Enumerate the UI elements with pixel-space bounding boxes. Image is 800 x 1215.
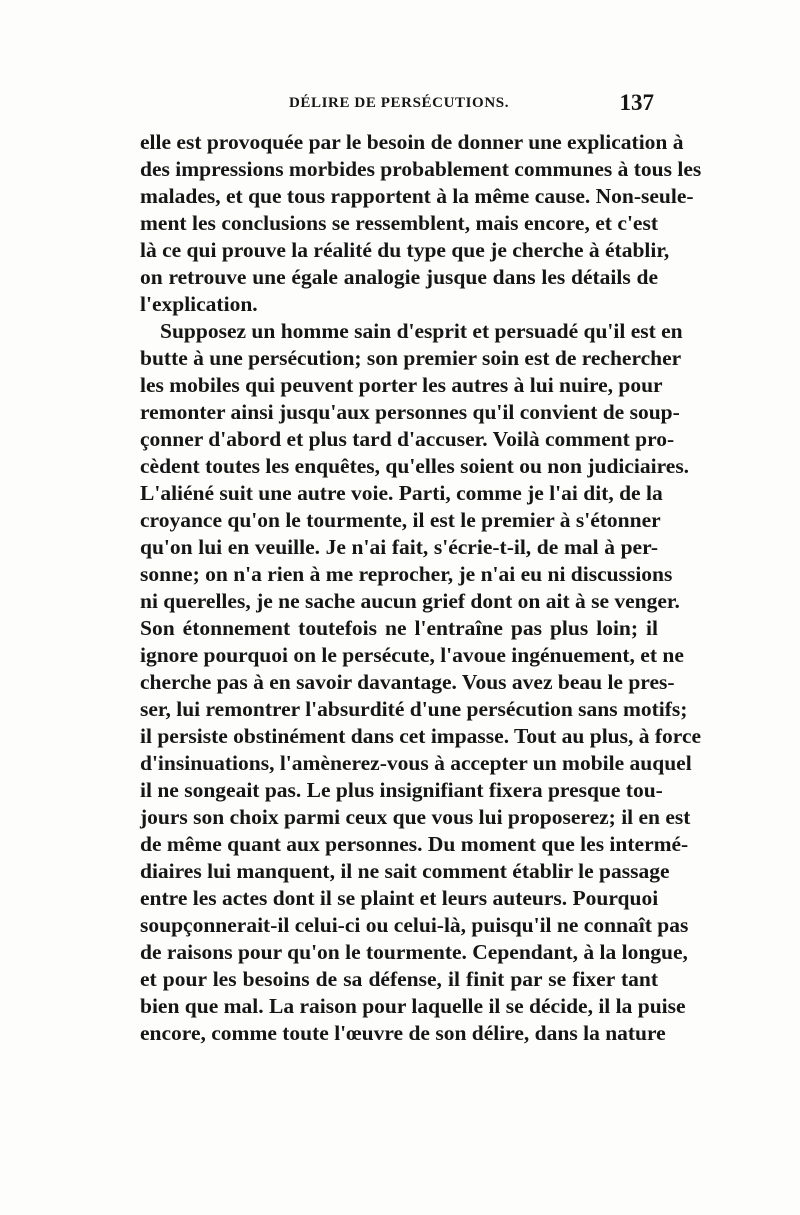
- text-line: elle est provoquée par le besoin de donner une explication à: [140, 130, 684, 154]
- page-number: 137: [619, 90, 654, 115]
- text-line: encore, comme toute l'œuvre de son délire, dans la nature: [140, 1021, 666, 1045]
- text-line: cèdent toutes les enquêtes, qu'elles soient ou non judiciaires.: [140, 454, 690, 478]
- text-line: de même quant aux personnes. Du moment que les intermé-: [140, 832, 689, 856]
- paragraph: [140, 129, 702, 318]
- text-line: bien que mal. La raison pour laquelle il se décide, il la puise: [140, 994, 686, 1018]
- text-line: Supposez un homme sain d'esprit et persuadé qu'il est en: [160, 319, 683, 343]
- text-line: là ce qui prouve la réalité du type que je cherche à établir,: [140, 238, 670, 262]
- running-title: DÉLIRE DE PERSÉCUTIONS.: [288, 95, 510, 111]
- text-line: l'explication.: [140, 292, 258, 316]
- text-line: qu'on lui en veuille. Je n'ai fait, s'écrie-t-il, de mal à per-: [140, 535, 658, 559]
- text-line: soupçonnerait-il celui-ci ou celui-là, puisqu'il ne connaît pas: [140, 913, 689, 937]
- text-line: cherche pas à en savoir davantage. Vous avez beau le pres-: [140, 670, 675, 694]
- text-line: et pour les besoins de sa défense, il finit par se fixer tant: [140, 967, 658, 991]
- text-line: des impressions morbides probablement communes à tous les: [140, 157, 702, 181]
- text-line: sonne; on n'a rien à me reprocher, je n'ai eu ni discussions: [140, 562, 673, 586]
- text-line: ment les conclusions se ressemblent, mais encore, et c'est: [140, 211, 658, 235]
- text-line: de raisons pour qu'on le tourmente. Cependant, à la longue,: [140, 940, 688, 964]
- text-line: remonter ainsi jusqu'aux personnes qu'il convient de soup-: [140, 400, 680, 424]
- text-line: ignore pourquoi on le persécute, l'avoue ingénuement, et ne: [140, 643, 684, 667]
- text-line: jours son choix parmi ceux que vous lui proposerez; il en est: [140, 805, 691, 829]
- text-line: ni querelles, je ne sache aucun grief dont on ait à se venger.: [140, 589, 680, 613]
- text-line: on retrouve une égale analogie jusque dans les détails de: [140, 265, 658, 289]
- text-line: ser, lui remontrer l'absurdité d'une persécution sans motifs;: [140, 697, 688, 721]
- text-line: croyance qu'on le tourmente, il est le premier à s'étonner: [140, 508, 661, 532]
- text-line: L'aliéné suit une autre voie. Parti, comme je l'ai dit, de la: [140, 481, 663, 505]
- text-line: Son étonnement toutefois ne l'entraîne pas plus loin; il: [140, 616, 658, 640]
- text-line: il persiste obstinément dans cet impasse. Tout au plus, à force: [140, 724, 702, 748]
- running-head: [140, 90, 658, 126]
- text-line: butte à une persécution; son premier soin est de rechercher: [140, 346, 682, 370]
- paragraph: [140, 318, 702, 1047]
- text-line: entre les actes dont il se plaint et leurs auteurs. Pourquoi: [140, 886, 659, 910]
- text-line: diaires lui manquent, il ne sait comment établir le passage: [140, 859, 670, 883]
- text-line: il ne songeait pas. Le plus insignifiant fixera presque tou-: [140, 778, 663, 802]
- text-line: malades, et que tous rapportent à la même cause. Non-seule-: [140, 184, 694, 208]
- text-line: çonner d'abord et plus tard d'accuser. Voilà comment pro-: [140, 427, 675, 451]
- body-text: [140, 129, 702, 1047]
- text-line: les mobiles qui peuvent porter les autres à lui nuire, pour: [140, 373, 663, 397]
- text-line: d'insinuations, l'amènerez-vous à accepter un mobile auquel: [140, 751, 692, 775]
